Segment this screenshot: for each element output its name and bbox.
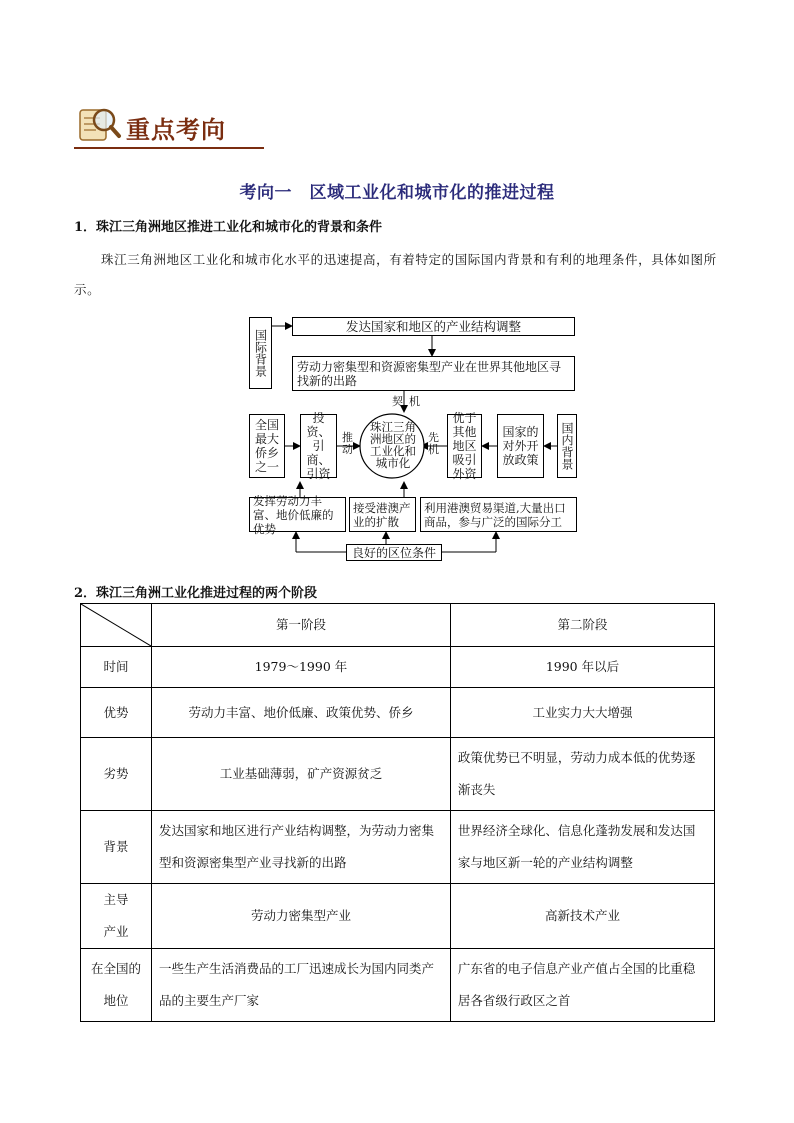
table-row: [81, 949, 715, 1022]
diagonal-line: [81, 604, 151, 646]
row-label: 在全国的地位: [81, 949, 152, 1022]
row-label: 劣势: [81, 738, 152, 811]
row-label: 优势: [81, 688, 152, 738]
hk-macau-diffusion-box: 接受港澳产业的扩散: [349, 497, 416, 532]
industry-adjustment-box: 发达国家和地区的产业结构调整: [292, 317, 575, 336]
stage-1-cell: 1979～1990 年: [152, 647, 451, 688]
center-label: 珠江三角洲地区的工业化和城市化: [370, 420, 416, 470]
intro-paragraph: 珠江三角洲地区工业化和城市化水平的迅速提高，有着特定的国际国内背景和有利的地理条件，具体如图所示。: [74, 252, 717, 297]
section-title: 考向一 区域工业化和城市化的推进过程: [239, 183, 555, 203]
push-label: 推动: [342, 431, 353, 456]
table-row: [81, 647, 715, 688]
stage-2-cell: 广东省的电子信息产业产值占全国的比重稳居各省级行政区之首: [450, 949, 714, 1022]
subsection-2-title: 2．珠江三角洲工业化推进过程的两个阶段: [74, 586, 318, 601]
location-conditions-box: 良好的区位条件: [346, 544, 442, 561]
stage-2-cell: 工业实力大大增强: [450, 688, 714, 738]
domestic-background-box: 国内背景: [557, 414, 577, 478]
investment-box: 投资、引商、引资: [300, 414, 337, 478]
opportunity-label: 契机: [392, 395, 426, 408]
stage-1-cell: 一些生产生活消费品的工厂迅速成长为国内同类产品的主要生产厂家: [152, 949, 451, 1022]
table-header-row: [81, 604, 715, 647]
stage-2-cell: 1990 年以后: [450, 647, 714, 688]
overseas-chinese-box: 全国最大侨乡之一: [249, 414, 285, 478]
table-row: [81, 884, 715, 949]
row-label: 背景: [81, 811, 152, 884]
stage-1-cell: 工业基础薄弱，矿产资源贫乏: [152, 738, 451, 811]
row-label: 时间: [81, 647, 152, 688]
table-row: [81, 811, 715, 884]
trade-channel-box: 利用港澳贸易渠道,大量出口商品，参与广泛的国际分工: [420, 497, 577, 532]
open-policy-box: 国家的对外开放政策: [497, 414, 544, 478]
stage-1-cell: 发达国家和地区进行产业结构调整，为劳动力密集型和资源密集型产业寻找新的出路: [152, 811, 451, 884]
header-stage-2: 第二阶段: [450, 604, 714, 647]
table-row: [81, 688, 715, 738]
attract-investment-box: 优于其他地区吸引外资: [447, 414, 482, 478]
badge-title: 重点考向: [126, 115, 226, 144]
table-row: [81, 738, 715, 811]
stage-2-cell: 政策优势已不明显，劳动力成本低的优势逐渐丧失: [450, 738, 714, 811]
labor-advantage-box: 发挥劳动力丰富、地价低廉的优势: [249, 497, 346, 532]
header-stage-1: 第一阶段: [152, 604, 451, 647]
subsection-1-title: 1．珠江三角洲地区推进工业化和城市化的背景和条件: [74, 220, 383, 235]
new-outlet-box: 劳动力密集型和资源密集型产业在世界其他地区寻找新的出路: [292, 356, 575, 391]
stage-2-cell: 世界经济全球化、信息化蓬勃发展和发达国家与地区新一轮的产业结构调整: [450, 811, 714, 884]
stage-1-cell: 劳动力密集型产业: [152, 884, 451, 949]
first-move-label: 先机: [428, 431, 439, 456]
diagonal-corner-cell: [81, 604, 152, 647]
intl-background-box: 国际背景: [249, 317, 272, 389]
stages-table: [80, 603, 715, 1022]
row-label: 主导产业: [81, 884, 152, 949]
stage-2-cell: 高新技术产业: [450, 884, 714, 949]
stage-1-cell: 劳动力丰富、地价低廉、政策优势、侨乡: [152, 688, 451, 738]
